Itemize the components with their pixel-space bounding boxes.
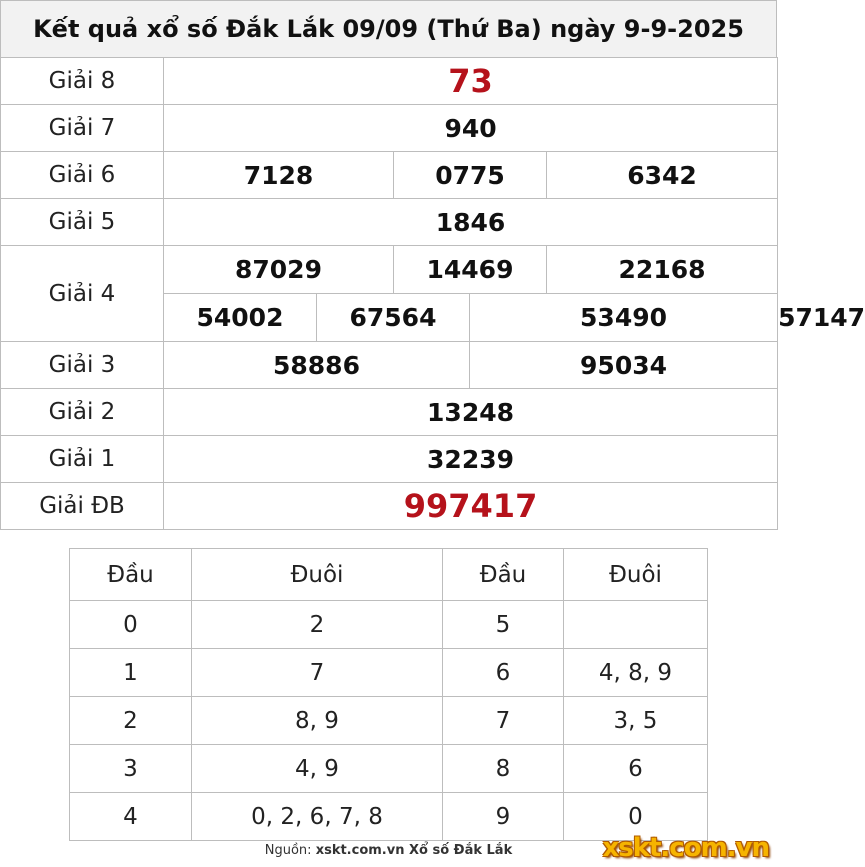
prize-label: Giải 1	[1, 436, 164, 483]
table-row	[70, 745, 708, 793]
prize-row-g3	[1, 342, 778, 389]
table-cell: 2	[192, 601, 443, 649]
table-row	[70, 601, 708, 649]
special-prize-number: 997417	[164, 483, 778, 530]
prize-number: 58886	[164, 342, 470, 389]
table-cell: 6	[564, 745, 708, 793]
prize-number: 1846	[164, 199, 778, 246]
table-cell: 3, 5	[564, 697, 708, 745]
site-logo: xskt.com.vn	[602, 833, 769, 863]
dau-duoi-header-row	[70, 549, 708, 601]
table-row	[70, 697, 708, 745]
table-row	[70, 649, 708, 697]
prize-label: Giải 8	[1, 58, 164, 105]
table-cell: 4, 9	[192, 745, 443, 793]
prize-row-g6	[1, 152, 778, 199]
table-cell: 2	[70, 697, 192, 745]
prize-label: Giải 2	[1, 389, 164, 436]
table-cell: 7	[192, 649, 443, 697]
column-header: Đuôi	[192, 549, 443, 601]
prize-row-g2	[1, 389, 778, 436]
table-cell: 0, 2, 6, 7, 8	[192, 793, 443, 841]
source-prefix: Nguồn:	[264, 843, 312, 858]
table-cell: 0	[564, 793, 708, 841]
prize-number: 54002	[164, 294, 317, 342]
prize-number: 13248	[164, 389, 778, 436]
table-cell: 4	[70, 793, 192, 841]
prize-number: 14469	[394, 246, 547, 294]
prize-number: 32239	[164, 436, 778, 483]
prize-row-g5	[1, 199, 778, 246]
table-cell	[564, 601, 708, 649]
table-cell: 8	[443, 745, 564, 793]
prize-row-g8	[1, 58, 778, 105]
prize-number: 53490	[470, 294, 778, 342]
prize-number: 95034	[470, 342, 778, 389]
table-cell: 7	[443, 697, 564, 745]
table-cell: 4, 8, 9	[564, 649, 708, 697]
column-header: Đầu	[443, 549, 564, 601]
dau-duoi-table	[69, 548, 708, 841]
prize-number: 73	[164, 58, 778, 105]
prize-number: 7128	[164, 152, 394, 199]
table-cell: 3	[70, 745, 192, 793]
prize-row-g7	[1, 105, 778, 152]
prize-label: Giải 7	[1, 105, 164, 152]
column-header: Đuôi	[564, 549, 708, 601]
prize-label: Giải 5	[1, 199, 164, 246]
source-link[interactable]: xskt.com.vn Xổ số Đắk Lắk	[315, 843, 513, 858]
prize-row-g4	[1, 246, 778, 294]
table-cell: 6	[443, 649, 564, 697]
prize-number: 6342	[547, 152, 778, 199]
prize-number: 940	[164, 105, 778, 152]
prize-label: Giải ĐB	[1, 483, 164, 530]
prize-row-gdb	[1, 483, 778, 530]
prize-number: 0775	[394, 152, 547, 199]
prize-label: Giải 4	[1, 246, 164, 342]
table-cell: 1	[70, 649, 192, 697]
page-title: Kết quả xổ số Đắk Lắk 09/09 (Thứ Ba) ngày 9-9-2025	[0, 0, 777, 58]
prize-label: Giải 6	[1, 152, 164, 199]
table-cell: 5	[443, 601, 564, 649]
prize-number: 67564	[317, 294, 470, 342]
table-cell: 0	[70, 601, 192, 649]
prize-number: 22168	[547, 246, 778, 294]
prize-number: 87029	[164, 246, 394, 294]
table-cell: 8, 9	[192, 697, 443, 745]
prize-table	[0, 57, 865, 530]
prize-row-g4-b: 54002 67564 53490 57147	[1, 294, 778, 342]
column-header: Đầu	[70, 549, 192, 601]
table-cell: 9	[443, 793, 564, 841]
prize-label: Giải 3	[1, 342, 164, 389]
prize-row-g1	[1, 436, 778, 483]
